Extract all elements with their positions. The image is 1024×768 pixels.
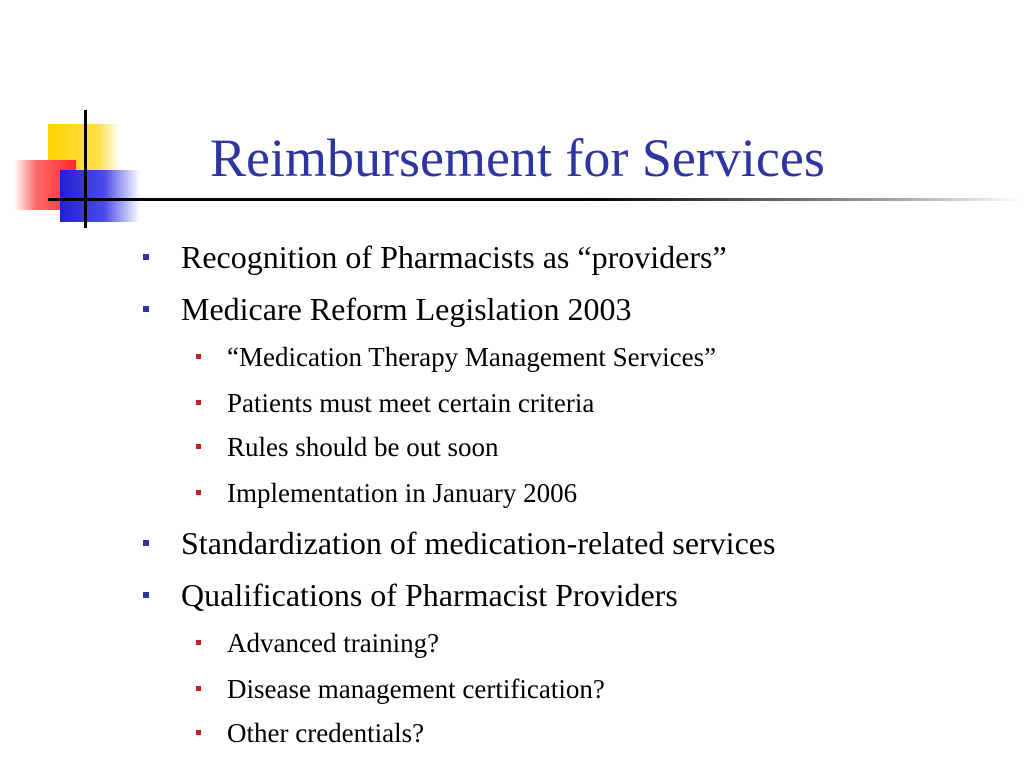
square-bullet-icon [196,686,201,691]
slide-title: Reimbursement for Services [210,128,825,188]
square-bullet-icon [196,640,201,645]
sub-bullet-text: Other credentials? [227,718,425,748]
square-bullet-icon [143,254,149,260]
sub-bullet-text: Disease management certification? [227,674,605,704]
bullet-text: Medicare Reform Legislation 2003 [181,291,632,327]
sub-bullet-text: Implementation in January 2006 [227,478,578,508]
bullet-text: Standardization of medication-related services [181,525,776,561]
bullet-text: Qualifications of Pharmacist Providers [181,577,678,613]
sub-bullet-text: Rules should be out soon [227,432,499,462]
square-bullet-icon [143,306,149,312]
square-bullet-icon [196,730,201,735]
square-bullet-icon [196,354,201,359]
sub-bullet-text: Patients must meet certain criteria [227,388,595,418]
square-bullet-icon [196,444,201,449]
sub-bullet-text: “Medication Therapy Management Services” [227,342,717,372]
square-bullet-icon [143,540,149,546]
square-bullet-icon [143,592,149,598]
bullet-text: Recognition of Pharmacists as “providers” [181,239,727,275]
sub-bullet-text: Advanced training? [227,628,440,658]
square-bullet-icon [196,490,201,495]
square-bullet-icon [196,400,201,405]
